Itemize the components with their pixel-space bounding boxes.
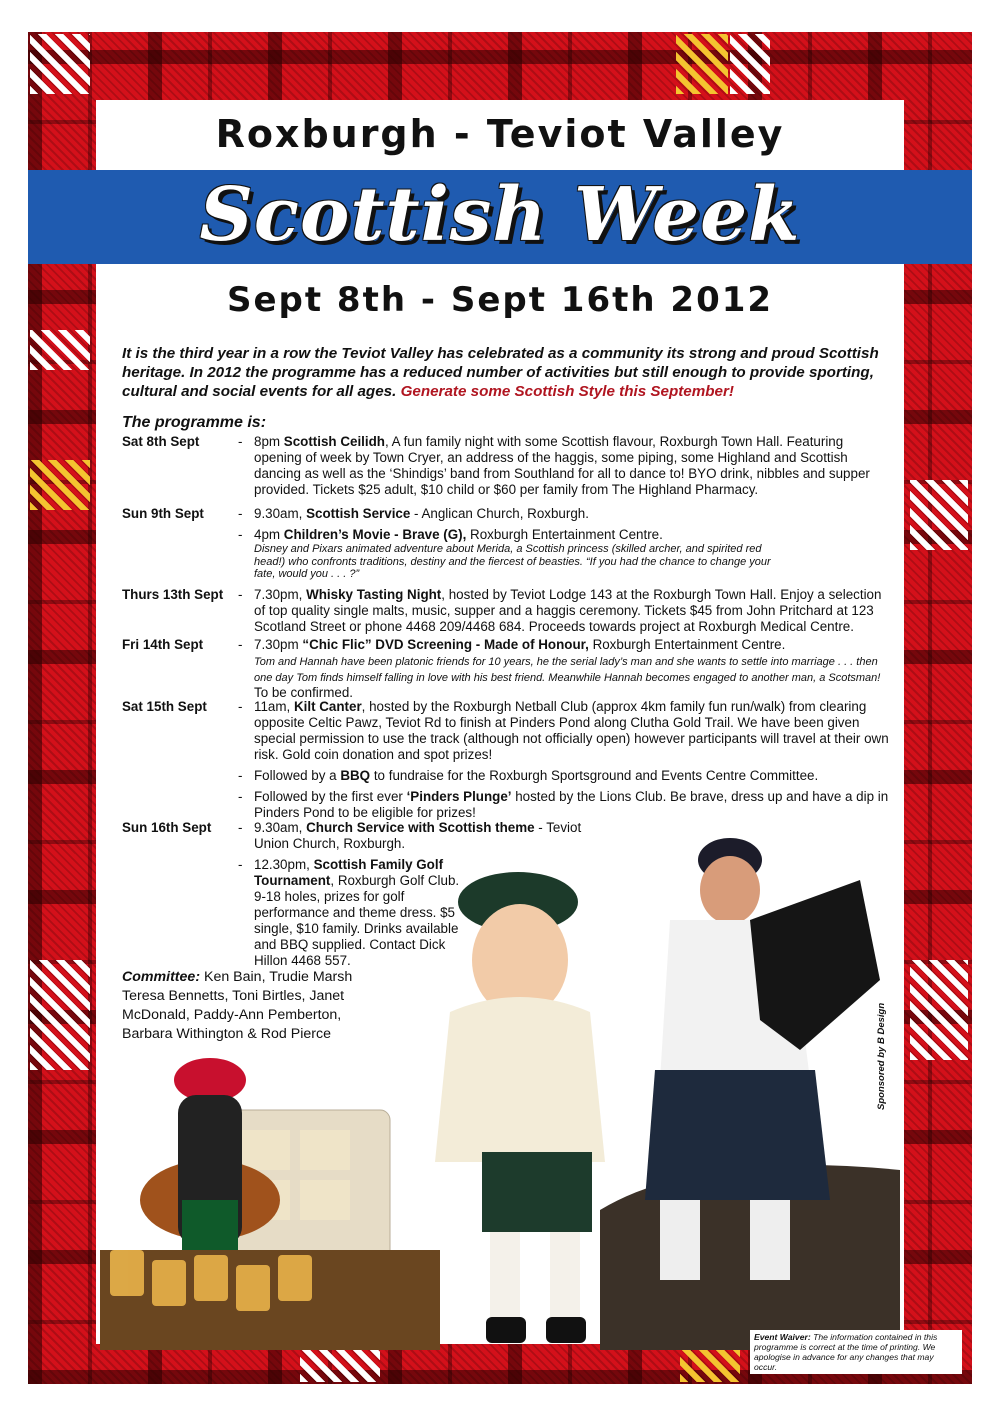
tartan-stripe: [730, 34, 770, 94]
programme-day: Sun 9th Sept: [122, 506, 204, 521]
bagpiper-photo: [600, 820, 900, 1350]
entry-event-name: BBQ: [340, 768, 371, 783]
programme-day: Sat 8th Sept: [122, 434, 200, 449]
poster-title: Scottish Week: [199, 172, 801, 258]
event-waiver: [750, 1330, 962, 1374]
entry-note: Disney and Pixars animated adventure about Merida, a Scottish princess (skilled archer, and spirited red head!) who confronts traditions, destiny and the fiercest of beasties. “If you had the chance to change your fate, would you . . . ?”: [254, 543, 771, 580]
programme-entries: [238, 699, 892, 821]
entry-dash: -: [238, 434, 243, 449]
entry-dash: -: [238, 527, 243, 542]
entry-event-name: Children’s Movie - Brave (G),: [283, 527, 467, 542]
entry-dash: -: [238, 857, 243, 872]
entry-time: 8pm: [254, 434, 284, 449]
entry-dash: -: [238, 789, 243, 804]
programme-day: Fri 14th Sept: [122, 637, 204, 652]
programme-entry: [238, 820, 594, 852]
whisky-bottle-in-kilt-photo: [100, 1050, 440, 1350]
entry-dash: -: [238, 587, 243, 602]
tartan-stripe: [30, 34, 90, 94]
entry-dash: -: [238, 699, 243, 714]
entry-time: 11am,: [254, 699, 294, 714]
entry-dash: -: [238, 820, 243, 835]
programme-entries: [238, 587, 892, 635]
entry-event-name: ‘Pinders Plunge’: [406, 789, 512, 804]
tartan-stripe: [680, 1350, 740, 1382]
entry-note-block: [254, 653, 892, 701]
entry-details: Roxburgh Entertainment Centre.: [466, 527, 663, 542]
intro-highlight: Generate some Scottish Style this September!: [400, 383, 734, 400]
entry-details: , hosted by Teviot Lodge 143 at the Roxburgh Town Hall. Enjoy a selection of top quality single malts, music, supper and a haggis ceremony. Tickets $45 from John Pritchard at 123 Scotland Street or phone 4468 209/4468 684. Proceeds towards project at Roxburgh Medical Centre.: [254, 587, 882, 634]
programme-entries: [238, 434, 892, 498]
tartan-stripe: [30, 960, 90, 1070]
programme-heading: The programme is:: [122, 414, 267, 431]
entry-event-name: Church Service with Scottish theme: [306, 820, 535, 835]
committee-label: Committee:: [122, 969, 201, 985]
programme-day: Sat 15th Sept: [122, 699, 207, 714]
entry-event-name: Scottish Family Golf Tournament: [254, 857, 444, 888]
entry-details: hosted by the Lions Club. Be brave, dress up and have a dip in Pinders Pond to be eligible for prizes!: [254, 789, 889, 820]
programme-day: Thurs 13th Sept: [122, 587, 224, 602]
tartan-stripe: [300, 1350, 380, 1382]
entry-details: , Roxburgh Golf Club. 9-18 holes, prizes for golf performance and theme dress. $5 single, $10 family. Drinks available and BBQ supplied. Contact Dick Hillon 4468 557.: [254, 873, 460, 968]
sponsor-credit: Sponsored by B Design: [876, 1002, 887, 1110]
programme-entry: [238, 434, 892, 498]
entry-time: Followed by a: [254, 768, 341, 783]
intro-paragraph: [122, 344, 892, 401]
entry-dash: -: [238, 768, 243, 783]
tartan-stripe: [910, 480, 968, 550]
entry-event-name: Scottish Ceilidh: [283, 434, 385, 449]
entry-details: , hosted by the Roxburgh Netball Club (approx 4km family fun run/walk) from clearing opposite Celtic Pawz, Teviot Rd to finish at Pinders Pond along Clutha Gold Trail. We have been given special permission to use the track (although not officially open) however participants will travel at their own risk. Gold coin donation and spot prizes!: [254, 699, 889, 762]
entry-details: - Teviot Union Church, Roxburgh.: [254, 820, 582, 851]
tartan-stripe: [30, 460, 90, 510]
entry-time: 7.30pm: [254, 637, 303, 652]
entry-details: - Anglican Church, Roxburgh.: [410, 506, 589, 521]
entry-event-name: “Chic Flic” DVD Screening - Made of Honour,: [302, 637, 589, 652]
programme-entry: [238, 789, 892, 821]
programme-entry: [238, 699, 892, 763]
entry-time: 4pm: [254, 527, 284, 542]
entry-dash: -: [238, 506, 243, 521]
entry-details: to fundraise for the Roxburgh Sportsground and Events Centre Committee.: [370, 768, 819, 783]
tartan-stripe: [676, 34, 728, 94]
programme-entry: [238, 587, 892, 635]
entry-tail: To be confirmed.: [254, 685, 353, 700]
tartan-stripe: [910, 960, 968, 1060]
programme-entry: [238, 637, 892, 701]
tartan-stripe: [30, 330, 90, 370]
entry-dash: -: [238, 637, 243, 652]
programme-entries: [238, 506, 892, 581]
programme-entry: [238, 527, 892, 581]
entry-time: 7.30pm,: [254, 587, 307, 602]
waiver-label: Event Waiver:: [754, 1332, 811, 1342]
programme-entry: [238, 768, 892, 784]
entry-time: Followed by the first ever: [254, 789, 407, 804]
entry-time: 9.30am,: [254, 820, 307, 835]
entry-details: Roxburgh Entertainment Centre.: [588, 637, 786, 652]
intro-text: It is the third year in a row the Teviot Valley has celebrated as a community its strong and proud Scottish heritage. In 2012 the programme has a reduced number of activities but still enough to provide sporting, cultural and social events for all ages.: [122, 345, 879, 400]
programme-entry: [238, 506, 892, 522]
event-dates: Sept 8th - Sept 16th 2012: [226, 280, 774, 320]
entry-event-name: Whisky Tasting Night: [306, 587, 442, 602]
entry-event-name: Kilt Canter: [293, 699, 362, 714]
entry-event-name: Scottish Service: [306, 506, 411, 521]
waiver-text: The information contained in this programme is correct at the time of printing. We apologise in advance for any changes that may occur.: [754, 1332, 938, 1372]
programme-entries: [238, 637, 892, 701]
poster-subtitle: Roxburgh - Teviot Valley: [215, 112, 785, 156]
entry-details: , A fun family night with some Scottish flavour, Roxburgh Town Hall. Featuring opening of week by Town Cryer, an address of the haggis, some piping, some Highland and Scottish dancing as well as the ‘Shindigs’ band from Southland for all to dance to! BYO drink, nibbles and supper provided. Tickets $25 adult, $10 child or $60 per family from The Highland Pharmacy.: [254, 434, 870, 497]
entry-time: 12.30pm,: [254, 857, 314, 872]
committee-names: Ken Bain, Trudie Marsh Teresa Bennetts, Toni Birtles, Janet McDonald, Paddy-Ann Pemberton, Barbara Withington & Rod Pierce: [122, 969, 353, 1042]
programme-day: Sun 16th Sept: [122, 820, 212, 835]
entry-time: 9.30am,: [254, 506, 307, 521]
entry-note: Tom and Hannah have been platonic friends for 10 years, he the serial lady’s man and she wants to settle into marriage . . . then one day Tom finds himself falling in love with his best friend. Meanwhile Hannah becomes engaged to another man, a Scotsman!: [254, 656, 881, 684]
committee-list: [122, 968, 392, 1044]
